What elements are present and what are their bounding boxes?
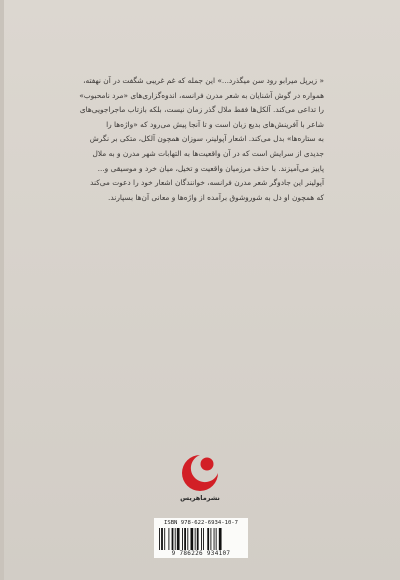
barcode-bar	[159, 528, 160, 550]
barcode-area	[154, 518, 248, 558]
barcode-bar	[172, 528, 174, 550]
spine-edge	[0, 0, 4, 580]
blurb-line: پاییز می‌آمیزند. با حذف مرزمیان واقعیت و تخیل، میان خرد و موسیقی و...	[97, 163, 324, 173]
publisher-logo-text: نشرماهریس	[180, 494, 220, 502]
barcode-bar	[201, 528, 202, 550]
blurb-line: شاعر با آفرینش‌های بدیع زبان است و تا آنجا پیش می‌رود که «واژه‌ها را	[106, 119, 324, 129]
barcode-bar	[197, 528, 199, 550]
barcode-bar	[168, 528, 169, 550]
barcode-bar	[177, 528, 180, 550]
barcode-bar	[182, 528, 183, 550]
blurb-line: آپولینر این جادوگر شعر مدرن فرانسه، خوانندگان اشعار خود را دعوت می‌کند	[90, 178, 324, 188]
blurb-line: که همچون او دل به شوروشوق برآمده از واژه‌ها و معانی آن‌ها بسپارند.	[108, 192, 324, 202]
barcode-digits: 9 786226 934107	[171, 550, 231, 557]
barcode-bar	[184, 528, 186, 550]
barcode-bar	[207, 528, 209, 550]
barcode-bar	[161, 528, 163, 550]
blurb-line: به ستاره‌ها» بدل می‌کند. اشعار آپولینر، سوزان همچون آلکل، متکی بر نگرش	[89, 134, 324, 144]
blurb-line: را تداعی می‌کند. آلکل‌ها فقط ملال گذر زمان نیست، بلکه بازتاب ماجراجویی‌های	[79, 105, 324, 115]
barcode-bars	[158, 528, 244, 550]
barcode-bar	[164, 528, 165, 550]
blurb-line: « زیرپل میرابو رود سن میگذرد...» این جمله که غم غریبی شگفت در آن نهفته،	[83, 76, 324, 85]
barcode-bar	[219, 528, 222, 550]
barcode-bar	[195, 528, 196, 550]
blurb-line: همواره در گوش آشنایان به شعر مدرن فرانسه، اندوه‌گزاری‌های «مرد نامحبوب»	[79, 90, 324, 100]
barcode-bar	[203, 528, 204, 550]
back-cover-blurb	[62, 74, 324, 205]
logo-dot-icon	[201, 458, 214, 471]
logo-crescent-icon	[182, 455, 218, 491]
publisher-logo	[176, 452, 224, 502]
blurb-line: جدیدی از سرایش است که در آن واقعیت‌ها به التهابات شهر مدرن و به ملال	[92, 148, 324, 158]
barcode-bar	[191, 528, 194, 550]
barcode-bar	[210, 528, 211, 550]
barcode-bar	[187, 528, 188, 550]
barcode-bar	[216, 528, 217, 550]
isbn-text: ISBN 978-622-6934-10-7	[163, 520, 239, 526]
barcode-bar	[175, 528, 176, 550]
barcode-bar	[214, 528, 215, 550]
